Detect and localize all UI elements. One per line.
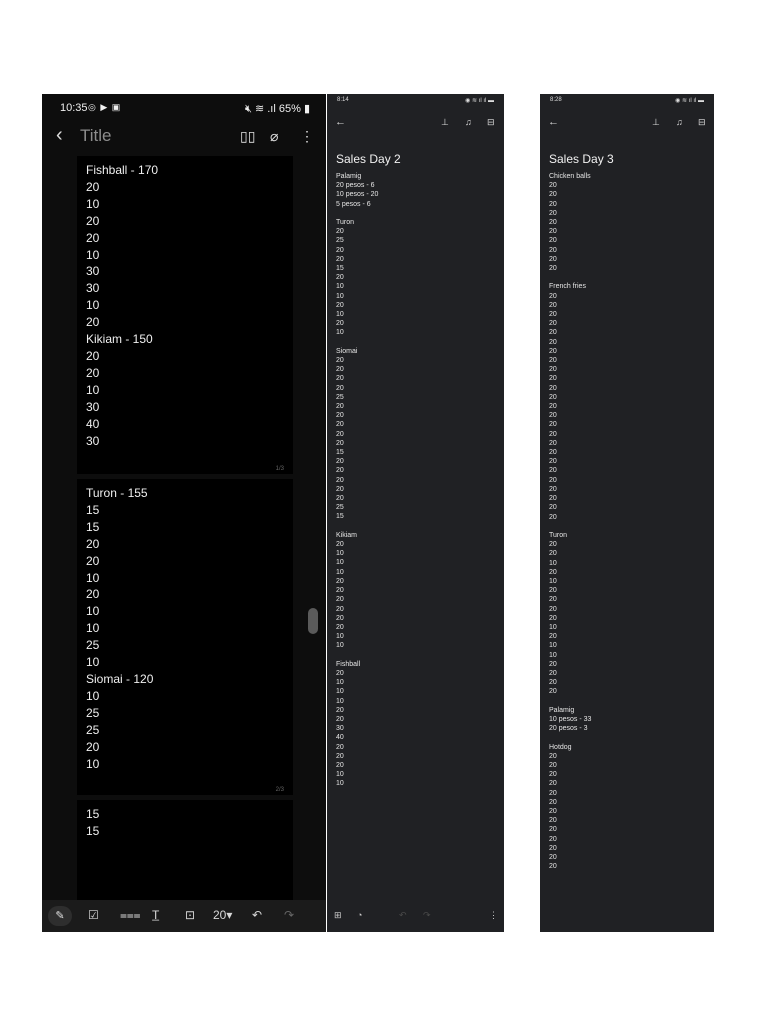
note-line: 20	[549, 752, 557, 760]
undo-icon[interactable]: ↶	[252, 908, 263, 922]
more-options-icon[interactable]: ⋮	[489, 910, 498, 920]
note-line: 20	[86, 348, 100, 363]
note-line: 20	[336, 412, 344, 420]
note-line: 20	[549, 863, 557, 871]
status-bar	[42, 94, 326, 122]
note-line: 20	[549, 587, 557, 595]
note-line: 20	[549, 357, 557, 365]
note-line: 5 pesos - 6	[336, 200, 371, 208]
note-line: 20	[549, 320, 557, 328]
note-line: 20	[549, 614, 557, 622]
note-line	[336, 209, 378, 218]
note-line: 20	[86, 739, 100, 754]
note-title[interactable]: Title	[80, 126, 112, 145]
note-line	[549, 733, 591, 742]
note-line: Kikiam - 150	[86, 332, 153, 347]
status-bar	[327, 94, 504, 108]
note-line: 20	[336, 605, 344, 613]
note-line: 20	[336, 752, 344, 760]
note-line: 10	[86, 621, 100, 636]
note-line: Fishball - 170	[86, 163, 159, 177]
note-line: 20	[549, 265, 557, 273]
reminder-icon[interactable]: ♫	[676, 117, 683, 127]
redo-icon[interactable]: ↷	[423, 910, 431, 920]
note-line: 20	[549, 605, 557, 613]
note-line: 10	[336, 550, 344, 558]
note-line: 20	[549, 844, 557, 852]
font-size-value: 20	[213, 908, 227, 922]
note-line: 15	[336, 449, 344, 457]
note-line: 20	[549, 191, 557, 199]
note-line: 20	[549, 237, 557, 245]
note-line	[336, 338, 378, 347]
note-line: Turon	[549, 531, 568, 539]
note-line: 10	[336, 688, 344, 696]
note-line: 20	[549, 771, 557, 779]
note-line: 20	[549, 761, 557, 769]
note-line: 20	[86, 315, 100, 330]
note-line: 10	[86, 756, 100, 771]
notification-icons: ◎ ▶ ▣	[88, 102, 122, 112]
note-line: 25	[336, 393, 344, 401]
note-line: Hotdog	[549, 743, 572, 751]
note-page-2[interactable]	[77, 479, 293, 795]
mute-icon: 🔇︎	[244, 103, 252, 115]
note-line: 20	[336, 421, 344, 429]
note-line: 20	[549, 504, 557, 512]
note-line: 20	[549, 467, 557, 475]
pin-icon[interactable]: ⊥	[441, 117, 449, 127]
note-line: 20	[336, 623, 344, 631]
note-line: 15	[86, 807, 100, 821]
checkbox-icon[interactable]: ☑	[88, 908, 99, 922]
note-line: 10	[336, 679, 344, 687]
note-line: 10	[336, 780, 344, 788]
status-time: 8:14	[337, 97, 349, 103]
note-line: 20	[549, 513, 557, 521]
note-line: 10	[86, 196, 100, 211]
note-line: 10	[336, 642, 344, 650]
note-line: 20	[549, 798, 557, 806]
note-line: 20	[549, 669, 557, 677]
more-options-icon[interactable]: ⋮	[300, 128, 314, 144]
note-line: Palamig	[549, 706, 575, 714]
note-page-3[interactable]	[77, 800, 293, 900]
text-style-icon[interactable]: ⩶	[120, 908, 141, 922]
note-line: 20	[336, 577, 344, 585]
note-line: 20	[549, 495, 557, 503]
note-line: 20	[86, 213, 100, 228]
note-line: 20	[336, 541, 344, 549]
note-line: 10	[549, 577, 557, 585]
note-line: 20	[549, 789, 557, 797]
note-line: 20	[549, 449, 557, 457]
note-line: 20	[549, 347, 557, 355]
battery-percent: 65%	[278, 103, 301, 115]
note-line: 20	[549, 209, 557, 217]
note-line: 20	[336, 375, 344, 383]
note-line: 10	[86, 688, 100, 703]
note-line: 10	[336, 311, 344, 319]
note-line: Kikiam	[336, 531, 358, 539]
back-arrow-icon[interactable]: ←	[548, 116, 559, 128]
wifi-icon: ≋	[254, 103, 265, 115]
note-line: 10	[86, 298, 100, 313]
note-line: 20	[549, 421, 557, 429]
note-line: 20	[549, 660, 557, 668]
note-line	[549, 522, 591, 531]
note-line: 20	[336, 467, 344, 475]
top-app-bar	[327, 112, 504, 136]
note-line	[549, 697, 591, 706]
note-line: Palamig	[336, 173, 362, 180]
attach-icon[interactable]: ⌀	[270, 128, 279, 144]
note-title[interactable]: Sales Day 3	[549, 152, 614, 166]
status-icons: ◉ ≋ ıl ıl ▬	[675, 98, 704, 104]
note-line: 40	[86, 416, 100, 431]
page-content	[86, 806, 99, 840]
note-line: 20	[336, 384, 344, 392]
note-line: 20	[336, 439, 344, 447]
note-line: 20	[549, 541, 557, 549]
note-line: 10 pesos - 33	[549, 715, 592, 723]
note-line: 20	[86, 553, 100, 568]
note-line: 10	[86, 604, 100, 619]
note-line: 30	[86, 433, 100, 448]
notes-app-screenshot	[42, 94, 326, 932]
note-line: 20	[336, 495, 344, 503]
page-content	[86, 485, 153, 772]
note-line: 30	[86, 281, 100, 296]
note-line: 20	[549, 403, 557, 411]
note-line: 20	[86, 179, 100, 194]
status-time: 8:28	[550, 97, 562, 103]
page-number: 2/3	[275, 787, 284, 793]
note-title[interactable]: Sales Day 2	[336, 152, 401, 166]
note-line: 10	[336, 559, 344, 567]
note-line: 20	[336, 614, 344, 622]
note-line: 20	[549, 430, 557, 438]
note-line: 10	[86, 570, 100, 585]
note-line: 15	[86, 823, 100, 838]
note-line: 20	[336, 761, 344, 769]
signal-icon: .ıl	[267, 103, 276, 115]
note-line	[549, 273, 591, 282]
top-app-bar	[540, 112, 714, 136]
text-format-icon[interactable]: T̲	[152, 908, 160, 922]
note-line: Siomai	[336, 347, 358, 355]
redo-icon[interactable]: ↷	[284, 908, 295, 922]
note-line: 20	[549, 550, 557, 558]
note-line: 20	[336, 366, 344, 374]
note-line: 20	[549, 412, 557, 420]
note-line: 20	[336, 458, 344, 466]
note-line: Turon - 155	[86, 486, 148, 500]
note-line: 15	[336, 265, 344, 273]
bottom-toolbar	[327, 902, 504, 932]
note-line: 30	[86, 264, 100, 279]
note-line: 20	[549, 568, 557, 576]
note-line: 20	[549, 200, 557, 208]
note-line: 20	[549, 853, 557, 861]
note-line: 20	[549, 384, 557, 392]
note-line: 20	[549, 182, 557, 190]
note-line: 25	[336, 504, 344, 512]
note-line: 20	[336, 403, 344, 411]
top-app-bar	[42, 122, 326, 154]
note-line: 10	[336, 633, 344, 641]
note-line: 20	[549, 311, 557, 319]
note-line: 20	[549, 393, 557, 401]
note-line: 10	[549, 642, 557, 650]
note-line: 25	[86, 705, 100, 720]
back-arrow-icon[interactable]: ‹	[56, 124, 63, 146]
note-line: 20 pesos - 3	[549, 725, 588, 733]
back-arrow-icon[interactable]: ←	[335, 116, 346, 128]
note-line: 20	[336, 357, 344, 365]
note-line: 20	[549, 375, 557, 383]
note-line: 10	[336, 292, 344, 300]
note-line: 30	[86, 399, 100, 414]
note-line: 20	[549, 679, 557, 687]
note-line: 40	[336, 734, 344, 742]
pen-mode-icon[interactable]: ✎	[48, 906, 72, 926]
note-line: 10	[549, 651, 557, 659]
note-line: 20	[336, 596, 344, 604]
note-line: 20	[86, 536, 100, 551]
book-view-icon[interactable]: ▯▯	[240, 128, 256, 144]
note-line: 20	[336, 706, 344, 714]
page-number: 1/3	[275, 466, 284, 472]
note-line: 20	[549, 439, 557, 447]
note-line: 20	[549, 826, 557, 834]
note-line: 20	[549, 366, 557, 374]
note-line: 20	[86, 365, 100, 380]
note-line: 15	[86, 502, 100, 517]
note-line	[336, 651, 378, 660]
font-size-select[interactable]: 20▾	[213, 908, 233, 922]
note-line: 20	[336, 743, 344, 751]
note-line: 20	[549, 817, 557, 825]
note-line: 10	[336, 283, 344, 291]
bottom-toolbar	[42, 900, 326, 932]
add-box-icon[interactable]: ⊞	[334, 910, 342, 920]
battery-icon: ▮	[303, 103, 310, 115]
note-line: Siomai - 120	[86, 671, 154, 686]
note-line: 25	[86, 638, 100, 653]
note-line: French fries	[549, 283, 586, 291]
note-line: 20	[549, 301, 557, 309]
note-line: 20	[336, 301, 344, 309]
note-line: 20	[336, 320, 344, 328]
note-line: 20	[549, 255, 557, 263]
note-line: 15	[86, 519, 100, 534]
note-line: 20	[336, 228, 344, 236]
reminder-icon[interactable]: ♫	[465, 117, 472, 127]
note-line: 10	[549, 559, 557, 567]
note-line: 20	[549, 219, 557, 227]
note-line: 25	[336, 237, 344, 245]
note-line: 20	[336, 485, 344, 493]
note-line: 20	[336, 246, 344, 254]
note-line: 30	[336, 725, 344, 733]
note-line: 10	[336, 771, 344, 779]
page-content	[86, 162, 158, 449]
note-line: 10	[336, 329, 344, 337]
note-line: 20	[336, 255, 344, 263]
note-line: 25	[86, 722, 100, 737]
note-line: 10	[336, 697, 344, 705]
note-line: 20	[549, 780, 557, 788]
note-line: 10	[86, 247, 100, 262]
keep-note-day2-screenshot	[327, 94, 504, 932]
note-line: 20	[549, 458, 557, 466]
undo-icon[interactable]: ↶	[399, 910, 407, 920]
note-line: 20	[336, 715, 344, 723]
note-line: 20	[549, 246, 557, 254]
note-line: 20 pesos - 6	[336, 182, 375, 190]
note-line: 10 pesos - 20	[336, 191, 379, 199]
note-line: 20	[336, 430, 344, 438]
status-right	[245, 102, 310, 116]
status-icons: ◉ ≋ ıl ıl ▬	[465, 98, 494, 104]
palette-icon[interactable]: ◔	[357, 910, 363, 920]
note-line: 10	[549, 623, 557, 631]
note-line: 20	[549, 329, 557, 337]
note-line: 20	[549, 688, 557, 696]
status-time: 10:35	[60, 102, 88, 114]
note-line: 10	[86, 655, 100, 670]
note-line: Turon	[336, 219, 355, 226]
note-line: 20	[549, 476, 557, 484]
note-line: 20	[549, 835, 557, 843]
text-box-icon[interactable]: ⊡	[185, 908, 196, 922]
scroll-handle[interactable]	[308, 608, 318, 634]
note-line: 10	[86, 382, 100, 397]
note-line	[336, 522, 378, 531]
note-line: 20	[86, 587, 100, 602]
status-bar	[540, 94, 714, 108]
note-line: 20	[549, 292, 557, 300]
note-body[interactable]	[549, 172, 591, 871]
note-line: 20	[336, 587, 344, 595]
note-line: 20	[336, 669, 344, 677]
archive-icon[interactable]: ⊟	[487, 117, 495, 127]
note-line: 20	[549, 633, 557, 641]
note-line: 20	[549, 485, 557, 493]
note-page-1[interactable]	[77, 156, 293, 474]
note-line: 20	[86, 230, 100, 245]
note-line: 20	[549, 338, 557, 346]
keep-note-day3-screenshot	[540, 94, 714, 932]
note-line: 20	[549, 807, 557, 815]
note-line: 20	[549, 596, 557, 604]
pin-icon[interactable]: ⊥	[652, 117, 660, 127]
note-line: 20	[336, 476, 344, 484]
note-body[interactable]	[336, 172, 378, 789]
note-line: 15	[336, 513, 344, 521]
note-line: Chicken balls	[549, 173, 591, 180]
archive-icon[interactable]: ⊟	[698, 117, 706, 127]
note-line: 20	[549, 228, 557, 236]
note-line: Fishball	[336, 660, 361, 668]
note-line: 20	[336, 274, 344, 282]
note-line: 10	[336, 568, 344, 576]
